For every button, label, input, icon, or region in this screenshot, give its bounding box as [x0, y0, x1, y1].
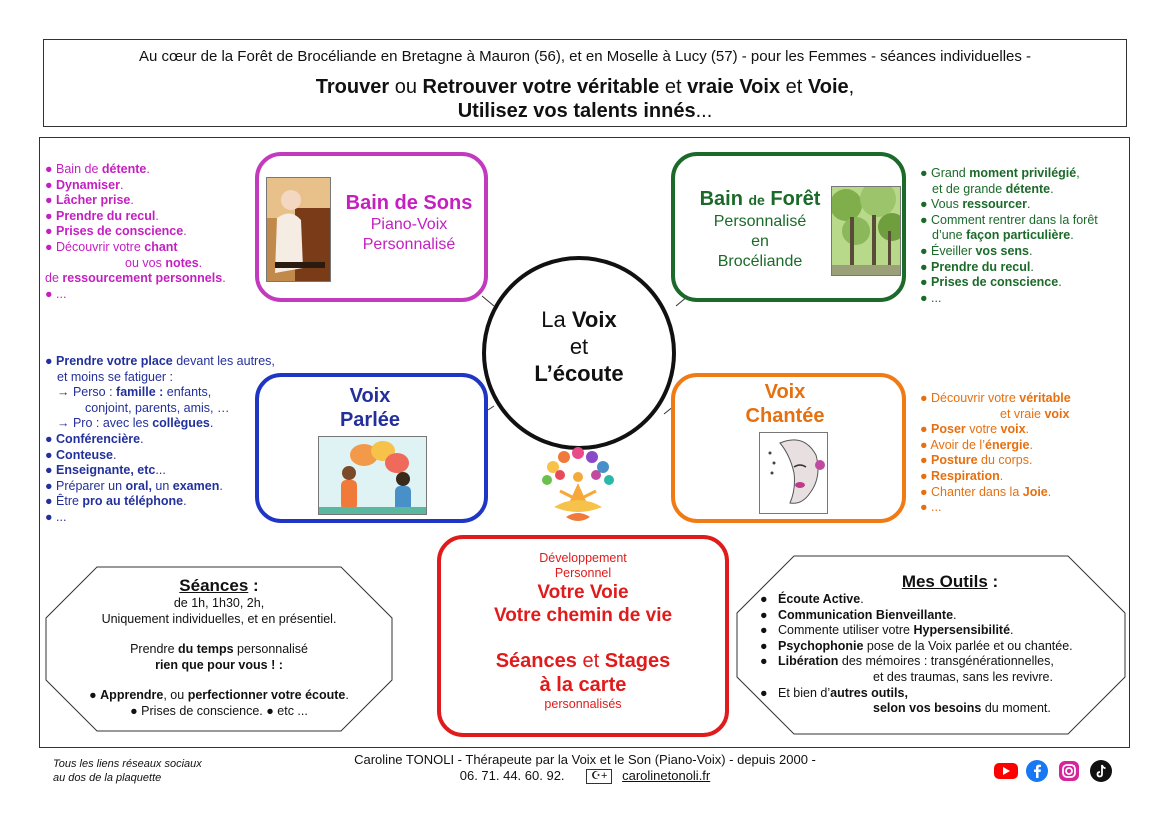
piano-photo — [266, 177, 331, 282]
youtube-icon[interactable] — [993, 759, 1017, 783]
voix-chantee-list: ● Découvrir votre véritable et vraie voix ● Poser votre voix. ● Avoir de l’énergie. ● Posture du corps. ● Respiration. ● Chanter dans la Joie. ● ... — [920, 391, 1071, 515]
singer-illustration — [759, 432, 828, 514]
bain-de-foret-title: Bain de Forêt — [699, 188, 821, 210]
social-icons — [993, 758, 1113, 784]
bain-de-sons-title: Bain de Sons — [345, 192, 473, 214]
tiktok-icon[interactable] — [1089, 759, 1113, 783]
developpement-content: Développement Personnel Votre Voie Votre chemin de vie Séances et Stages à la carte personnalisés — [493, 551, 673, 711]
bain-de-sons-list: ● Bain de détente. ● Dynamiser. ● Lâcher prise. ● Prendre du recul. ● Prises de conscience. ● Découvrir votre chant ou vos notes. de ressourcement personnels. ● ... — [45, 162, 226, 301]
seances-content: Séances : de 1h, 1h30, 2h, Uniquement individuelles, et en présentiel. Prendre du temps personnalisé rien que pour vous ! : ● Apprendre, ou perfectionner votre écoute. ● Prises de conscience. ● etc ... — [89, 576, 349, 718]
voix-parlee-title: Voix Parlée — [339, 385, 401, 431]
bain-de-foret-subtitle: Personnalisé en Brocéliande — [713, 213, 807, 270]
facebook-icon[interactable] — [1025, 759, 1049, 783]
website-link[interactable]: carolinetonoli.fr — [622, 768, 711, 783]
footer-contact: Caroline TONOLI - Thérapeute par la Voix et le Son (Piano-Voix) - depuis 2000 - 06. 71. 44. 60. 92. ☪+ carolinetonoli.fr — [354, 752, 816, 783]
voix-chantee-title: Voix Chantée — [745, 381, 825, 427]
header-banner — [43, 39, 1127, 127]
instagram-icon[interactable] — [1057, 759, 1081, 783]
bain-de-foret-list: ● Grand moment privilégié, et de grande détente. ● Vous ressourcer. ● Comment rentrer dans la forêt d’une façon particulière. ● Éveiller vos sens. ● Prendre du recul. ● Prises de conscience. ● ... — [920, 166, 1098, 305]
forest-photo — [831, 186, 901, 276]
header-tagline: Trouver ou Retrouver votre véritable et vraie Voix et Voie, Utilisez vos talents innés... — [315, 76, 855, 122]
qr-code-icon: ☪+ — [586, 769, 612, 784]
footer-social-note: Tous les liens réseaux sociaux au dos de la plaquette — [53, 758, 202, 784]
meditation-lotus-icon — [536, 443, 621, 531]
outils-content: Mes Outils : ● Écoute Active. ● Communication Bienveillante. ● Commente utiliser votre Hypersensibilité. ● Psychophonie pose de la Voix parlée et ou chantée. ● Libération des mémoires : transgénérationnelles, et des traumas, sans les revivre. ● Et bien d’autres outils, selon vos besoins du moment. — [760, 572, 1073, 716]
bain-de-sons-subtitle: Piano-Voix Personnalisé — [362, 216, 456, 253]
voix-parlee-list: ● Prendre votre place devant les autres, et moins se fatiguer : → Perso : famille : enfants, conjoint, parents, amis, … → Pro : avec les collègues. ● Conférencière. ● Conteuse. ● Enseignante, etc... ● Préparer un oral, un examen. ● Être pro au téléphone. ● ... — [45, 354, 275, 524]
phone-number[interactable]: 06. 71. 44. 60. 92. — [459, 768, 565, 783]
center-circle: La Voix et L’écoute — [482, 256, 676, 450]
conversation-illustration — [318, 436, 427, 515]
header-location-line: Au cœur de la Forêt de Brocéliande en Bretagne à Mauron (56), et en Moselle à Lucy (57) - pour les Femmes - séances individuelles - — [138, 48, 1032, 65]
